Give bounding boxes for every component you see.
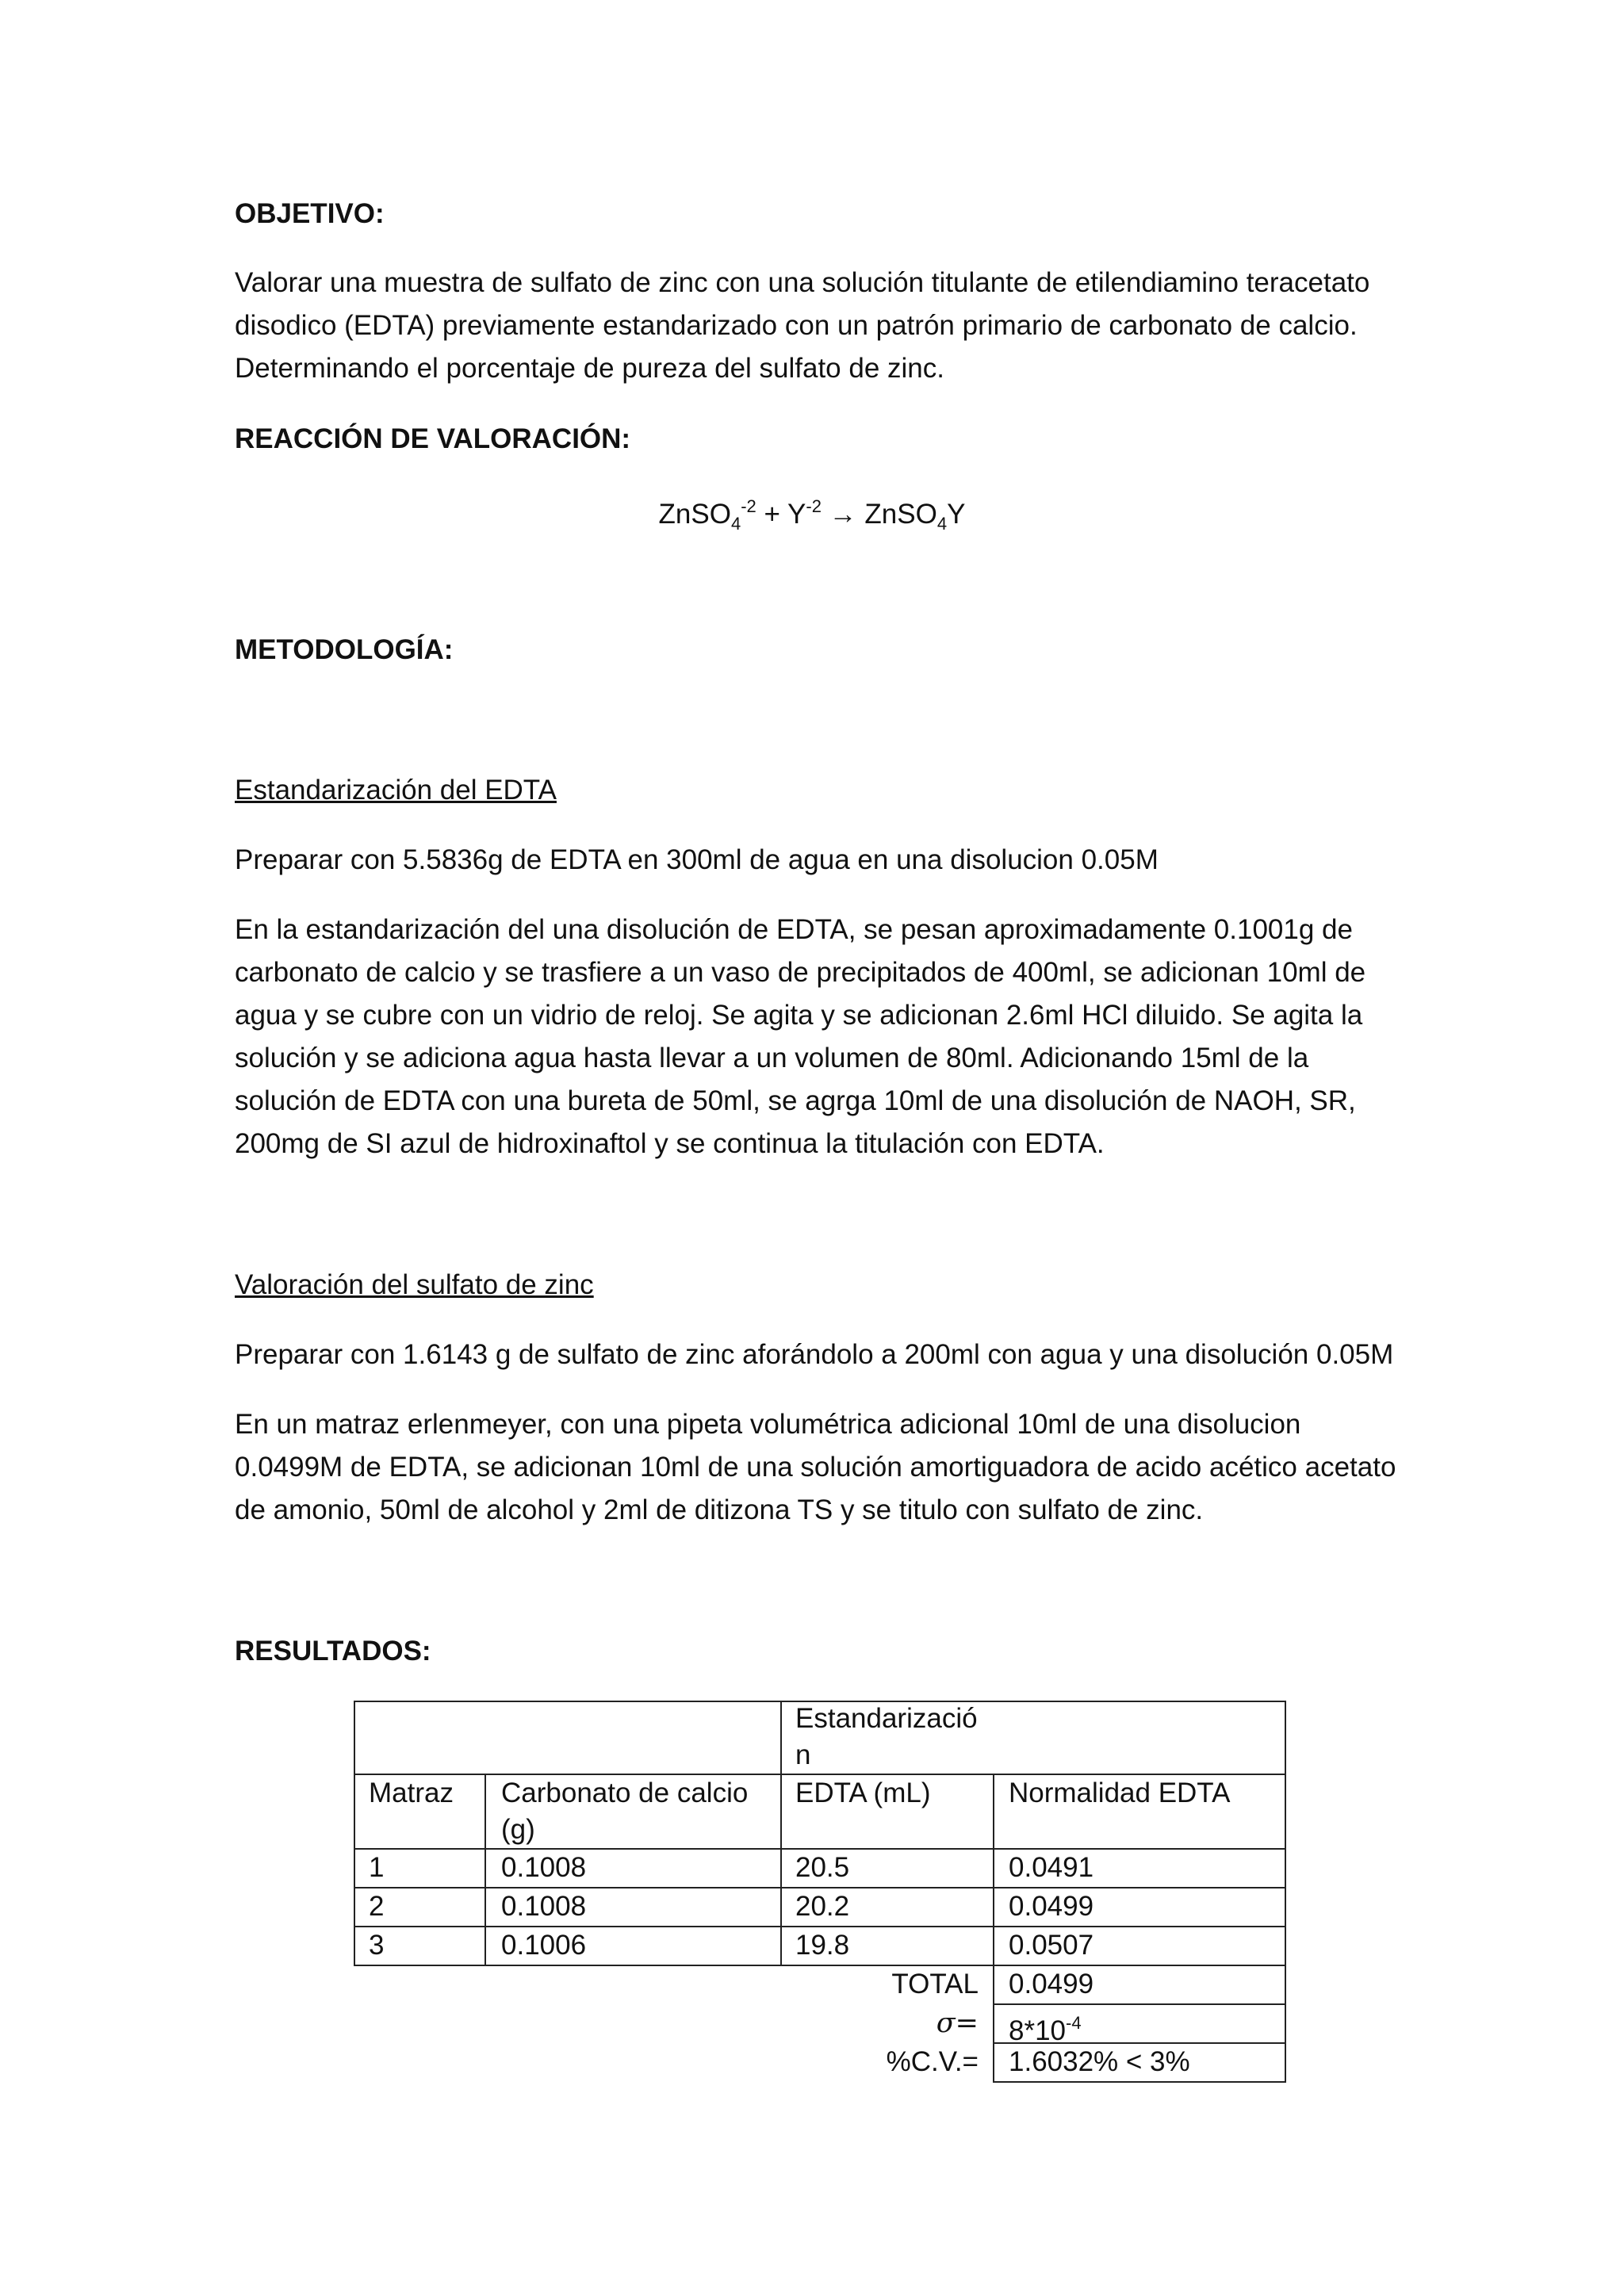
- procedure-line: solución de EDTA con una bureta de 50ml, se agrga 10ml de una disolución de NAOH, SR,: [235, 1085, 1356, 1116]
- total-label: TOTAL: [891, 1969, 979, 1999]
- estandarizacion-prep: Preparar con 5.5836g de EDTA en 300ml de agua en una disolucion 0.05M: [235, 844, 1159, 875]
- header-carbonato: Carbonato de calcio (g): [501, 1777, 749, 1845]
- procedure-line: de amonio, 50ml de alcohol y 2ml de ditizona TS y se titulo con sulfato de zinc.: [235, 1494, 1204, 1525]
- resultados-heading: RESULTADOS:: [235, 1636, 431, 1667]
- table-cell-matraz: 2: [369, 1891, 385, 1922]
- valoracion-prep: Preparar con 1.6143 g de sulfato de zinc aforándolo a 200ml con agua y una disolución 0.05M: [235, 1339, 1394, 1370]
- objetivo-heading: OBJETIVO:: [235, 198, 385, 229]
- valoracion-procedure: [235, 1403, 1408, 1532]
- header-normalidad: Normalidad EDTA: [1009, 1777, 1231, 1808]
- procedure-line: carbonato de calcio y se trasfiere a un vaso de precipitados de 400ml, se adicionan 10ml de: [235, 957, 1366, 988]
- cv-label: %C.V.=: [886, 2046, 979, 2077]
- header-edta: EDTA (mL): [795, 1777, 931, 1808]
- table-cell-matraz: 3: [369, 1930, 385, 1961]
- objetivo-paragraph: [235, 262, 1408, 390]
- objetivo-line: Determinando el porcentaje de pureza del sulfato de zinc.: [235, 353, 944, 384]
- table-cell-edta: 20.2: [795, 1891, 850, 1922]
- metodologia-heading: METODOLOGÍA:: [235, 634, 454, 665]
- estandarizacion-procedure: [235, 909, 1408, 1165]
- header-matraz: Matraz: [369, 1777, 454, 1808]
- cv-value: 1.6032% < 3%: [1009, 2046, 1190, 2077]
- procedure-line: En la estandarización del una disolución de EDTA, se pesan aproximadamente 0.1001g de: [235, 914, 1353, 945]
- reaccion-heading: REACCIÓN DE VALORACIÓN:: [235, 423, 631, 454]
- procedure-line: solución y se adiciona agua hasta llevar a un volumen de 80ml. Adicionando 15ml de la: [235, 1043, 1309, 1073]
- table-cell-normalidad: 0.0491: [1009, 1852, 1094, 1883]
- table-cell-carbonato: 0.1008: [501, 1852, 587, 1883]
- results-table: [354, 1701, 1286, 2083]
- table-cell-carbonato: 0.1006: [501, 1930, 587, 1961]
- procedure-line: En un matraz erlenmeyer, con una pipeta volumétrica adicional 10ml de una disolucion: [235, 1409, 1301, 1440]
- table-cell-edta: 19.8: [795, 1930, 850, 1961]
- valoracion-subtitle: Valoración del sulfato de zinc: [235, 1269, 594, 1300]
- sigma-label: σ=: [936, 2007, 979, 2039]
- procedure-line: 200mg de SI azul de hidroxinaftol y se continua la titulación con EDTA.: [235, 1128, 1105, 1159]
- sigma-value: $8*10^{-4}$: [1009, 2013, 1082, 2046]
- table-cell-edta: 20.5: [795, 1852, 850, 1883]
- reaction-equation: ZnSO$_4^{-2}$ + $Y^{-2}$ → ZnSO$_4$Y: [658, 496, 966, 534]
- procedure-line: agua y se cubre con un vidrio de reloj. Se agita y se adicionan 2.6ml HCl diluido. Se agita la: [235, 1000, 1363, 1031]
- table-cell-carbonato: 0.1008: [501, 1891, 587, 1922]
- procedure-line: 0.0499M de EDTA, se adicionan 10ml de una solución amortiguadora de acido acético acetato: [235, 1452, 1396, 1483]
- objetivo-line: Valorar una muestra de sulfato de zinc con una solución titulante de etilendiamino teracetato: [235, 267, 1370, 298]
- table-cell-normalidad: 0.0507: [1009, 1930, 1094, 1961]
- objetivo-line: disodico (EDTA) previamente estandarizado con un patrón primario de carbonato de calcio.: [235, 310, 1358, 341]
- total-value: 0.0499: [1009, 1969, 1094, 1999]
- estandarizacion-subtitle: Estandarización del EDTA: [235, 775, 557, 806]
- table-cell-normalidad: 0.0499: [1009, 1891, 1094, 1922]
- group-header: Estandarizació n: [795, 1703, 978, 1770]
- table-cell-matraz: 1: [369, 1852, 385, 1883]
